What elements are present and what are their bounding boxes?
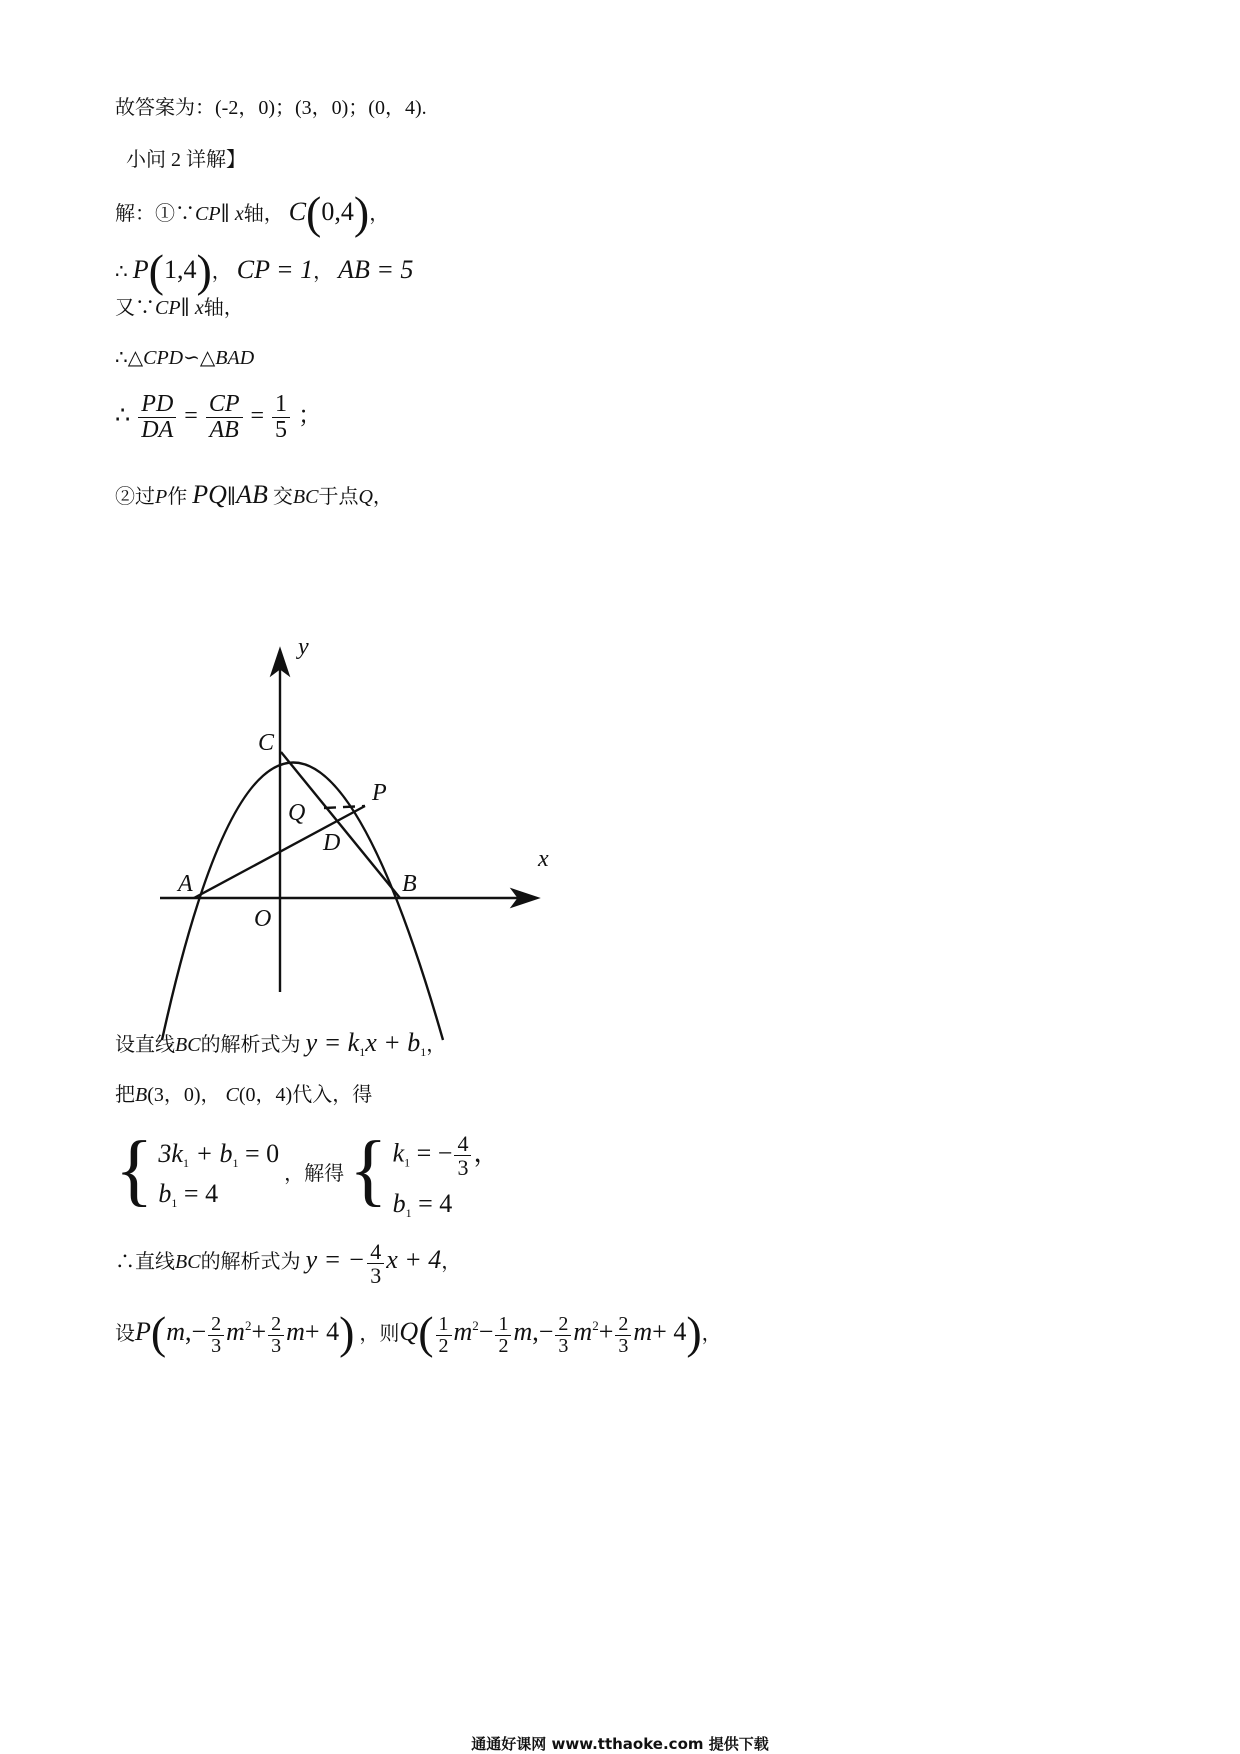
similar-triangles-line: ∴△CPD∽△BAD	[115, 347, 255, 369]
label-q: Q	[288, 800, 306, 826]
answer-line: 故答案为：(-2，0)；(3，0)；(0，4).	[115, 97, 427, 119]
label-o: O	[254, 906, 272, 932]
label-b: B	[402, 871, 417, 897]
label-y: y	[298, 634, 309, 660]
solution-step-3: 又∵CP∥ x轴，	[115, 297, 244, 319]
construction-line: ②过P作 PQ∥AB 交BC于点Q，	[115, 480, 393, 509]
section-heading: 小问 2 详解】	[126, 149, 246, 171]
line-bc-result: ∴直线BC的解析式为 y = − $\frac{4}{3}$ x + 4，	[115, 1239, 462, 1289]
set-line-bc: 设直线BC的解析式为 $y = k_1x + b_1$，	[115, 1028, 447, 1059]
solution-step-1: 解：①∵CP∥ x轴， C(0,4)，	[115, 187, 390, 238]
footer-watermark: 通通好课网 www.tthaoke.com 提供下载	[471, 1735, 769, 1753]
label-p: P	[372, 780, 387, 806]
label-c: C	[258, 730, 275, 756]
solution-step-2: ∴ P(1,4)， CP = 1， AB = 5	[115, 245, 414, 296]
parabola-figure	[140, 620, 570, 1070]
segment-qp	[324, 806, 365, 808]
set-p-q-line: 设P(m,− $\frac{2}{3}$ $m^2+$ $\frac{2}{3}$ m+ 4) ，则Q( $\frac{1}{2}$ $m^2-$ $\frac{1}{2}$ m,− $\frac{2}{3}$ $m^2+$ $\frac{2}{3}$ m+ 4)，	[115, 1307, 722, 1358]
equation-system: { $3k_1 + b_1 = 0$ $b_1 = 4$ ，解得 { $k_1$ = − $\frac{4}{3}$ ， $b_1 = 4$	[115, 1126, 500, 1220]
label-x: x	[538, 846, 549, 872]
label-a: A	[178, 871, 193, 897]
label-d: D	[323, 830, 341, 856]
ratio-line: ∴ $\frac{PD}{DA}$ = $\frac{CP}{AB}$ = $\frac{1}{5}$ ；	[115, 391, 323, 444]
substitute-line: 把B(3，0)， C(0，4)代入，得	[115, 1084, 373, 1106]
